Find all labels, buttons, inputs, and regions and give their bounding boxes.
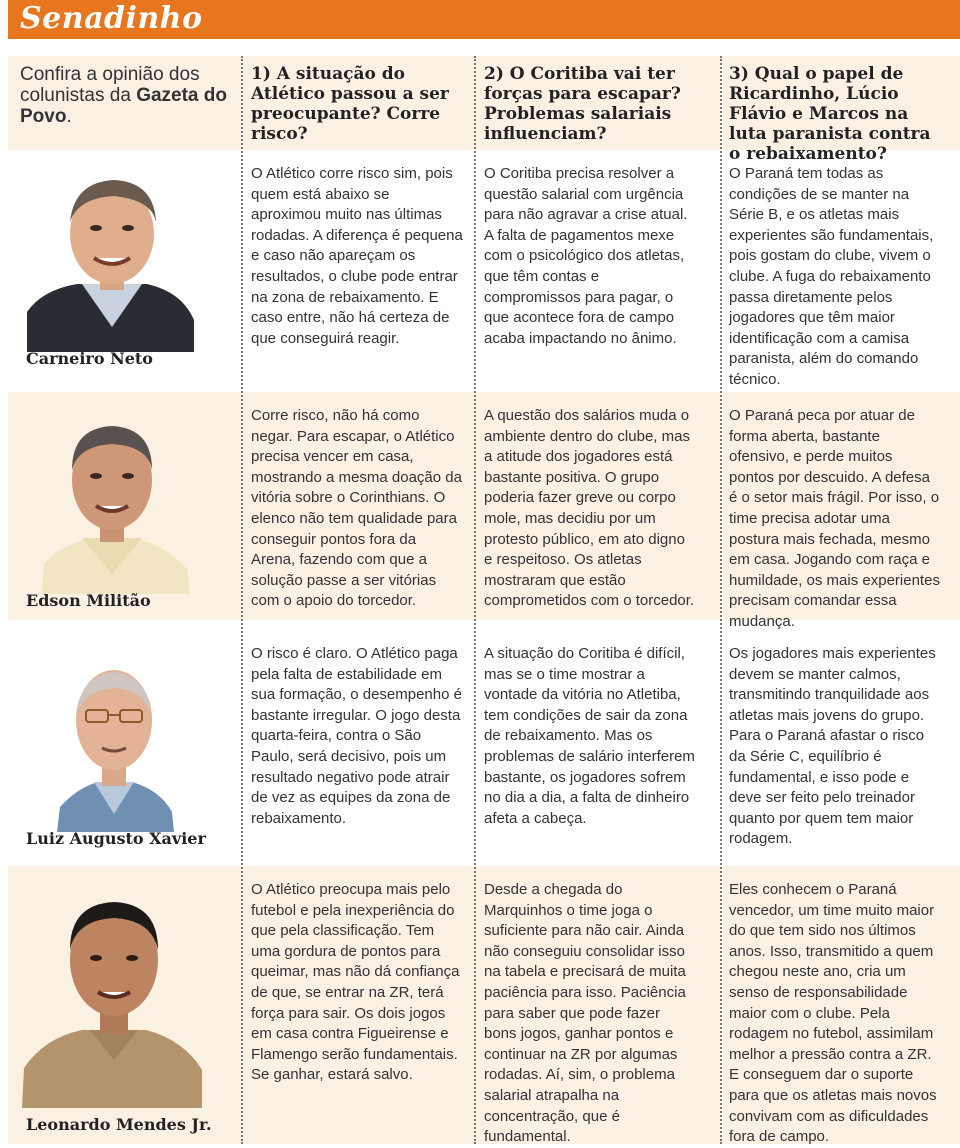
columnist-name: Leonardo Mendes Jr. bbox=[26, 1115, 212, 1134]
answer-q3: O Paraná tem todas as condições de se manter na Série B, e os atletas mais experientes são fundamentais, pois gostam do clube, vivem o clube. A fuga do rebaixamento passa diretamente pelos jogadores que têm maior identificação com a camisa paranista, além do comando técnico. bbox=[729, 165, 934, 388]
columnist-row bbox=[8, 630, 960, 858]
answer-q1: O Atlético preocupa mais pelo futebol e pela inexperiência do que pela classificação. Tem uma gordura de pontos para queimar, mas não dá confiança de que, se entrar na ZR, terá força para sair. Os dois jogos em casa contra Figueirense e Flamengo serão fundamentais. Se ganhar, estará salvo. bbox=[251, 881, 460, 1084]
columnist-name: Carneiro Neto bbox=[26, 349, 153, 368]
columnist-row bbox=[8, 392, 960, 630]
columnist-photo bbox=[22, 404, 202, 594]
answer-q1: Corre risco, não há como negar. Para escapar, o Atlético precisa vencer em casa, mostrando a mesma doação da vitória sobre o Corinthians. O elenco não tem qualidade para conseguir pontos fora da Arena, fazendo com que a solução passe a ser vitórias com o apoio do torcedor. bbox=[251, 407, 462, 610]
section-title: Senadinho bbox=[20, 1, 203, 36]
columnist-photo bbox=[22, 878, 202, 1108]
columnist-photo bbox=[22, 162, 202, 352]
columnist-row bbox=[8, 150, 960, 388]
section-header-bar bbox=[8, 0, 960, 39]
columnist-name: Edson Militão bbox=[26, 591, 151, 610]
answer-q1: O risco é claro. O Atlético paga pela falta de estabilidade em sua formação, o desempenho é bastante irregular. O jogo desta quarta-feira, contra o São Paulo, será decisivo, pois um resultado negativo pode atrair de vez as equipes da zona de rebaixamento. bbox=[251, 645, 462, 827]
column-divider bbox=[474, 56, 476, 1144]
answer-q2: O Coritiba precisa resolver a questão salarial com urgência para não agravar a crise atual. A falta de pagamentos mexe com o psicológico dos atletas, que têm contas e compromissos para pagar, o que acontece fora de campo acaba impactando no ânimo. bbox=[484, 165, 688, 347]
columnist-photo bbox=[22, 642, 202, 832]
answer-q3: Eles conhecem o Paraná vencedor, um time muito maior do que tem sido nos últimos anos. Isso, transmitido a quem chegou neste ano, cria um senso de responsabilidade maior com o clube. Pela rodagem no futebol, assimilam melhor a pressão contra a ZR. E conseguem dar o suporte para que os atletas mais novos convivam com as dificuldades fora de campo. bbox=[729, 881, 937, 1146]
answer-q2: A situação do Coritiba é difícil, mas se o time mostrar a vontade da vitória no Atletiba, tem condições de sair da zona de rebaixamento. Mas os problemas de salário interferem bastante, os jogadores sofrem no dia a dia, a falta de dinheiro afeta a cabeça. bbox=[484, 645, 695, 827]
answer-q3: O Paraná peca por atuar de forma aberta, bastante ofensivo, e perde muitos pontos por descuido. A defesa é o setor mais frágil. Por isso, o time precisa adotar uma postura mais fechada, mesmo em casa. Jogando com raça e humildade, os mais experientes precisam comandar essa mudança. bbox=[729, 407, 940, 630]
question-1: 1) A situação do Atlético passou a ser preocupante? Corre risco? bbox=[251, 64, 449, 144]
answer-q3: Os jogadores mais experientes devem se manter calmos, transmitindo tranquilidade aos atletas mais jovens do grupo. Para o Paraná afastar o risco da Série C, equilíbrio é fundamental, e isso pode e deve ser feito pelo treinador quanto por quem tem maior rodagem. bbox=[729, 645, 936, 848]
column-divider bbox=[720, 56, 722, 1144]
intro-text bbox=[20, 64, 230, 127]
intro-brand: Gazeta do Povo bbox=[20, 85, 227, 127]
intro-text-before: Confira a opinião dos colunistas da bbox=[20, 64, 200, 106]
answer-q2: Desde a chegada do Marquinhos o time joga o suficiente para não cair. Ainda não conseguiu consolidar isso na tabela e precisará de muita paciência para isso. Paciência para saber que pode fazer bons jogos, ganhar pontos e continuar na ZR por algumas rodadas. Aí, sim, o problema salarial atrapalha na concentração, que é fundamental. bbox=[484, 881, 686, 1146]
answer-q1: O Atlético corre risco sim, pois quem está abaixo se aproximou muito nas últimas rodadas. A diferença é pequena e caso não apareçam os resultados, o clube pode entrar na zona de rebaixamento. E caso entre, não há certeza de que conseguirá reagir. bbox=[251, 165, 463, 347]
columnist-row bbox=[8, 866, 960, 1144]
questions-header-row bbox=[8, 56, 960, 164]
question-2: 2) O Coritiba vai ter forças para escapar? Problemas salariais influenciam? bbox=[484, 64, 681, 144]
question-3: 3) Qual o papel de Ricardinho, Lúcio Flávio e Marcos na luta paranista contra o rebaixamento? bbox=[729, 64, 931, 164]
columnist-name: Luiz Augusto Xavier bbox=[26, 829, 206, 848]
answer-q2: A questão dos salários muda o ambiente dentro do clube, mas a atitude dos jogadores está bastante positiva. O grupo poderia fazer greve ou corpo mole, mas decidiu por um protesto público, em ato digno e respeitoso. Os atletas mostraram que estão comprometidos com o torcedor. bbox=[484, 407, 695, 610]
column-divider bbox=[241, 56, 243, 1144]
intro-text-after: . bbox=[66, 106, 72, 127]
